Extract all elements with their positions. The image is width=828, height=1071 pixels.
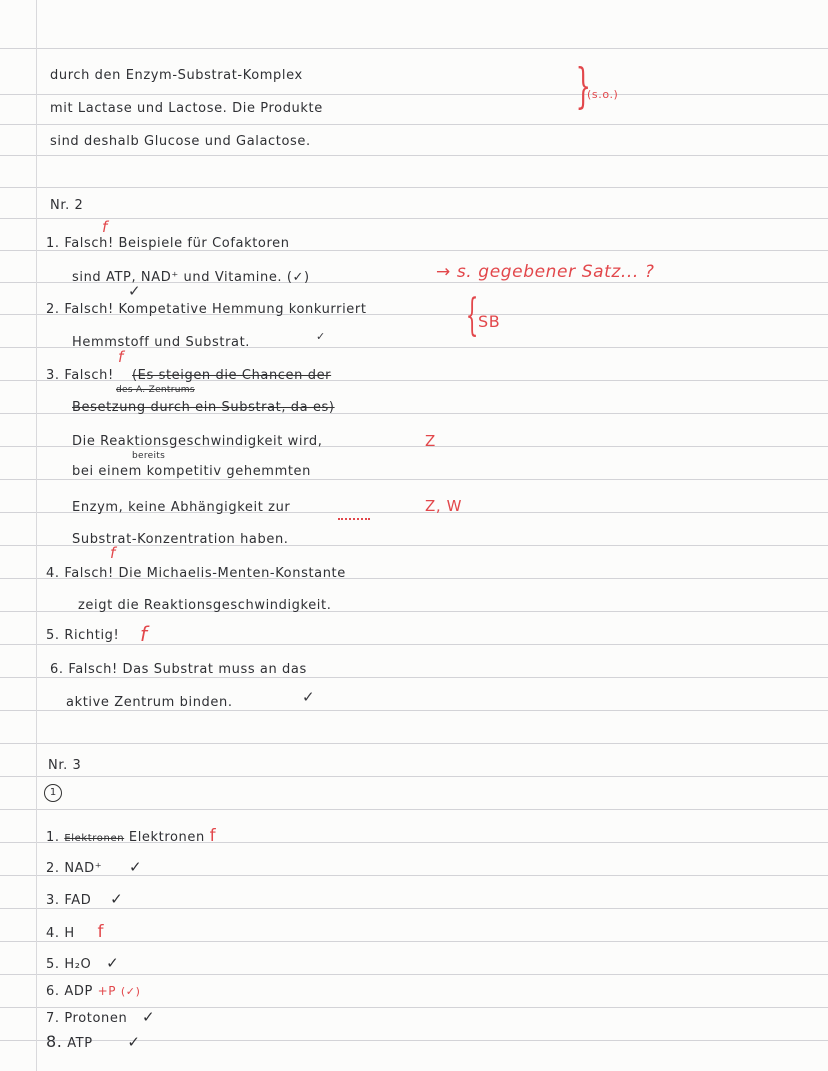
item-3-struck-1: (Es steigen die Chancen der (132, 368, 332, 383)
intro-line-1: durch den Enzym-Substrat-Komplex (50, 68, 303, 83)
ruled-line (0, 124, 828, 125)
ruled-line (0, 380, 828, 381)
nr2-heading: Nr. 2 (50, 198, 84, 213)
check-mark: ✓ (128, 282, 141, 300)
ruled-line (0, 809, 828, 810)
list-item-2: 2. NAD⁺ ✓ (46, 858, 143, 876)
item-3d: Enzym, keine Abhängigkeit zur (72, 500, 291, 515)
list-item-1: 1. Elektronen Elektronen f (46, 826, 217, 846)
ruled-line (0, 776, 828, 777)
item-3a: 3. Falsch! (46, 368, 114, 383)
nr3-heading: Nr. 3 (48, 758, 82, 773)
item-1a: 1. Falsch! Beispiele für Cofaktoren (46, 236, 290, 251)
item-3-bereits: bereits (132, 451, 166, 461)
red-squiggle (338, 514, 370, 520)
item-2-note: SB (478, 312, 501, 331)
ruled-line (0, 644, 828, 645)
check-mark: ✓ (302, 688, 315, 706)
ruled-line (0, 710, 828, 711)
mark-f: f (102, 218, 108, 236)
list-item-5: 5. H₂O ✓ (46, 954, 120, 972)
item-2a: 2. Falsch! Kompetative Hemmung konkurriert (46, 302, 367, 317)
circled-number: 1 (44, 784, 62, 802)
intro-line-3: sind deshalb Glucose und Galactose. (50, 134, 311, 149)
ruled-line (0, 187, 828, 188)
ruled-line (0, 94, 828, 95)
ruled-line (0, 908, 828, 909)
mark-zw: Z, W (425, 497, 463, 515)
ruled-line (0, 743, 828, 744)
item-3c: bei einem kompetitiv gehemmten (72, 464, 311, 479)
ruled-line (0, 218, 828, 219)
ruled-line (0, 479, 828, 480)
item-6a: 6. Falsch! Das Substrat muss an das (50, 662, 307, 677)
item-4a: 4. Falsch! Die Michaelis-Menten-Konstante (46, 566, 346, 581)
mark-f: f (118, 348, 124, 366)
red-brace: { (465, 290, 479, 341)
item-5: 5. Richtig! (46, 628, 120, 643)
list-item-8: 8. ATP ✓ (46, 1032, 141, 1051)
item-6b: aktive Zentrum binden. (66, 695, 233, 710)
item-1-note: → s. gegebener Satz... ? (436, 262, 655, 282)
item-4b: zeigt die Reaktionsgeschwindigkeit. (78, 598, 332, 613)
item-1b: sind ATP, NAD⁺ und Vitamine. (✓) (72, 270, 310, 285)
intro-line-2: mit Lactase und Lactose. Die Produkte (50, 101, 323, 116)
list-item-4: 4. H f (46, 922, 105, 942)
item-3-struck-2: Besetzung durch ein Substrat, da es) (72, 400, 335, 415)
list-item-6: 6. ADP +P (✓) (46, 984, 141, 999)
ruled-line (0, 941, 828, 942)
red-brace: } (575, 58, 591, 114)
ruled-line (0, 974, 828, 975)
intro-note: (s.o.) (587, 88, 619, 101)
item-3-struck-small: des A. Zentrums (116, 385, 195, 395)
check-mark: ✓ (316, 330, 326, 343)
item-3b: Die Reaktionsgeschwindigkeit wird, (72, 434, 323, 449)
ruled-line (0, 155, 828, 156)
list-item-7: 7. Protonen ✓ (46, 1008, 156, 1026)
list-item-3: 3. FAD ✓ (46, 890, 124, 908)
mark-f: f (110, 544, 116, 562)
ruled-line (0, 48, 828, 49)
margin-line (36, 0, 37, 1071)
ruled-line (0, 677, 828, 678)
mark-f: f (140, 622, 148, 646)
item-2b: Hemmstoff und Substrat. (72, 335, 251, 350)
item-3e: Substrat-Konzentration haben. (72, 532, 289, 547)
mark-z: Z (425, 432, 436, 450)
